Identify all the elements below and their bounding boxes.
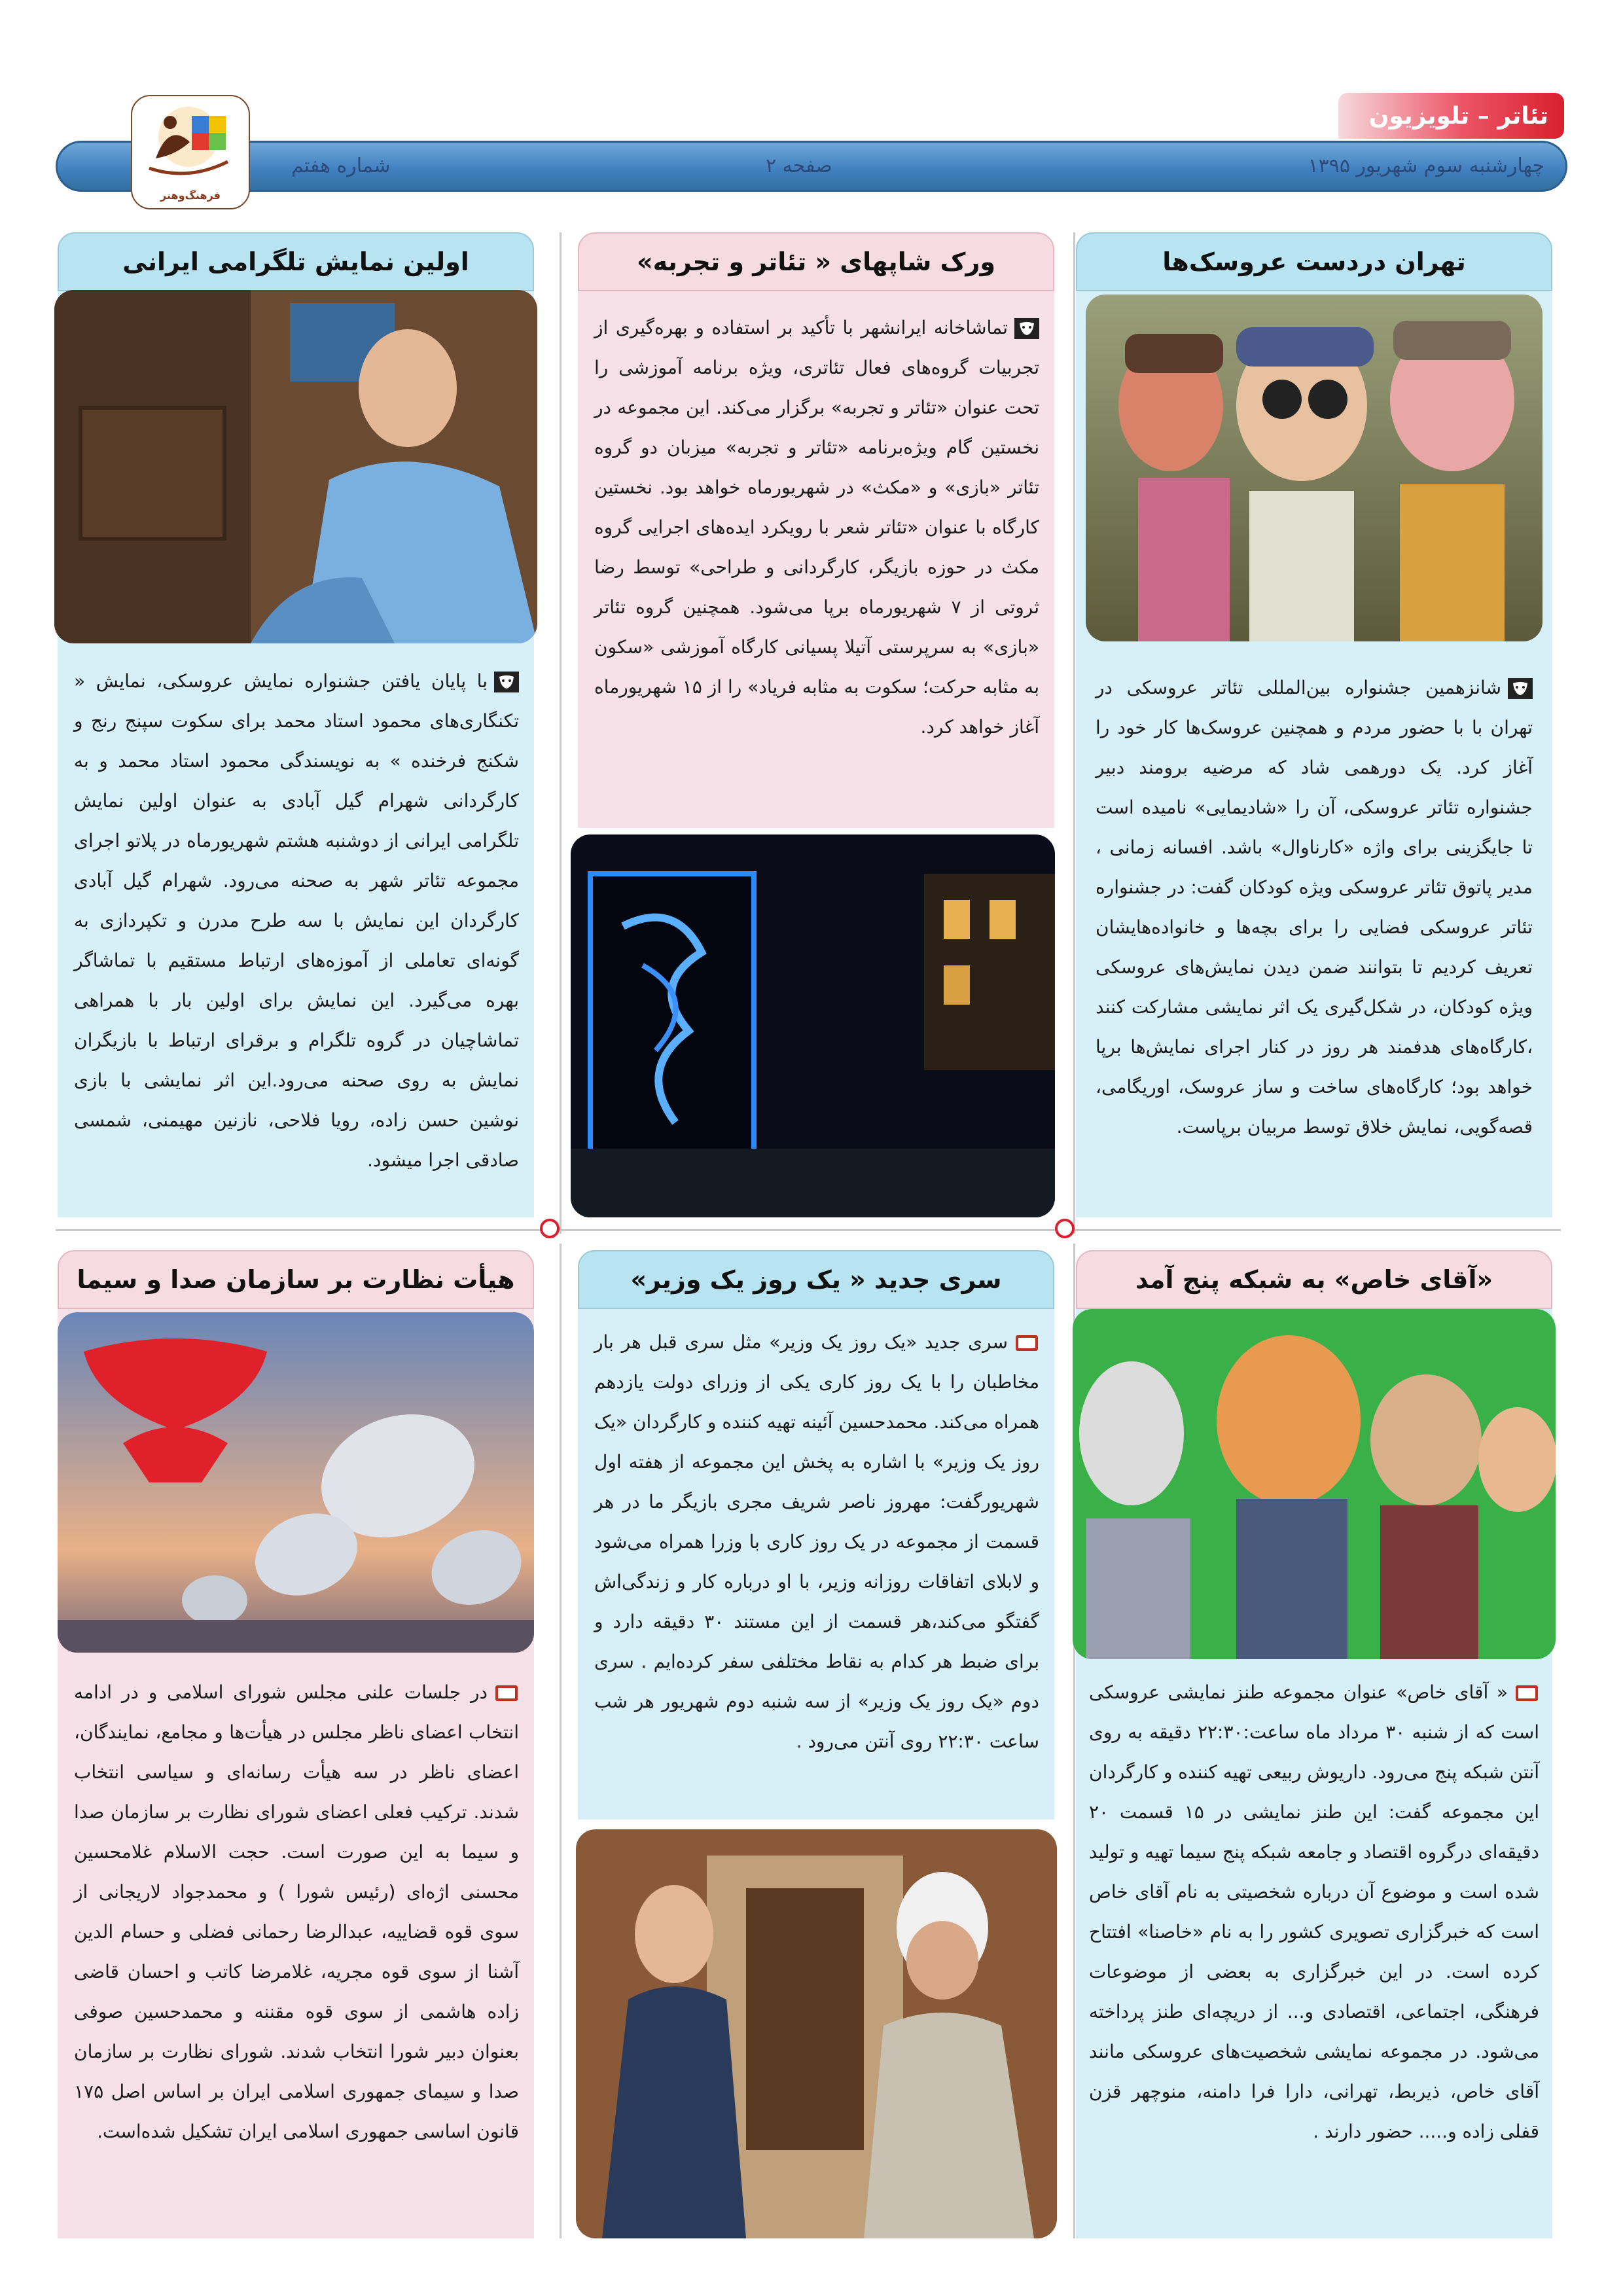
puppets-photo-2 [1073, 1309, 1556, 1659]
neon-sign-photo [571, 834, 1055, 1217]
tv-icon [1014, 1333, 1039, 1354]
article-title: ورک شاپهای « تئاتر و تجربه» [578, 232, 1054, 291]
article-body: « آقای خاص» عنوان مجموعه طنز نمایشی عروسکی است که از شنبه ۳۰ مرداد ماه ساعت:۲۲:۳۰ دقیقه به روی آنتن شبکه پنج می‌رود. داریوش ربیعی تهیه کننده و کارگردان این مجموعه گفت: این طنز نمایشی در ۱۵ قسمت ۲۰ دقیقه‌ای درگروه اقتصاد و جامعه شبکه پنج سیما تهیه و تولید شده است و موضوع آن درباره شخصیتی به نام آقای خاص است که خبرگزاری تصویری کشور را به نام «خاصنا» افتتاح کرده است. در این خبرگزاری به بعضی از موضوعات فرهنگی، اجتماعی، اقتصادی و... از دریچه‌ای طنز پرداخته می‌شود. در مجموعه نمایشی شخصیت‌های عروسکی مانند آقای خاص، ذیربط، تهرانی، دارا فرا دامنه، منوچهر قزن قفلی زاده و..... حضور دارند . [1089, 1681, 1539, 2142]
article-body: در جلسات علنی مجلس شورای اسلامی و در ادامه انتخاب اعضای ناظر مجلس در هیأت‌ها و مجامع، نمایندگان، اعضای ناظر در سه هیأت رسانه‌ای و سیاسی انتخاب شدند. ترکیب فعلی اعضای شورای نظارت بر سازمان صدا و سیما به این صورت است. حجت الاسلام غلامحسین محسنی اژه‌ای (رئیس شورا ) و محمدجواد لاریجانی از سوی قوه قضاییه، عبدالرضا رحمانی فضلی و حسام الدین آشنا از سوی قوه مجریه، غلامرضا کاتب و احسان قاضی زاده هاشمی از سوی قوه مقننه و محمدحسین صوفی بعنوان دبیر شورا انتخاب شدند. شورای نظارت بر سازمان صدا و سیمای جمهوری اسلامی ایران بر اساس اصل ۱۷۵ قانون اساسی جمهوری اسلامی ایران تشکیل شده‌است. [74, 1681, 519, 2142]
page-number: صفحه ۲ [766, 154, 832, 177]
article-title: هیأت نظارت بر سازمان صدا و سیما [58, 1250, 534, 1309]
issue-number: شماره هفتم [291, 154, 391, 177]
article-body: با پایان یافتن جشنواره نمایش عروسکی، نمایش « تکنگاری‌های محمود استاد محمد برای سکوت سپنج رنج و شکنج فرخنده » به نویسندگی محمود استاد محمد و به کارگردانی شهرام گیل آبادی به عنوان اولین نمایش تلگرامی ایرانی از دوشنبه هشتم شهریورماه در پلاتو اجرای مجموعه تئاتر شهر به صحنه می‌رود. شهرام گیل آبادی کارگردان این نمایش با سه طرح مدرن و تکپردازی به گونه‌ای تعاملی از آموزه‌های ارتباط مستقیم با تماشاگر بهره می‌گیرد. این نمایش برای اولین بار با همراهی تماشاچیان در گروه تلگرام و برقرای ارتباط با بازیگران نمایش به روی صحنه می‌رود.این اثر نمایشی با بازی نوشین حسن زاده، رویا فلاحی، نازنین مهیمنی، شمسی صادقی اجرا میشود. [74, 670, 519, 1171]
article-title: سری جدید « یک روز یک وزیر» [578, 1250, 1054, 1309]
column-divider [1073, 232, 1075, 1234]
tv-icon [1514, 1683, 1539, 1704]
section-title: تئاتر – تلویزیون [1338, 93, 1564, 139]
column-divider [560, 232, 562, 1234]
article-body: شانزهمین جشنواره بین‌المللی تئاتر عروسکی در تهران با با حضور مردم و همچنین عروسک‌ها کار خود را آغاز کرد. یک دورهمی شاد که مرضیه برومند دبیر جشنواره تئاتر عروسکی، آن را «شادیمایی» نامیده است تا جایگزینی برای واژه «کارناوال» باشد. افسانه زمانی ، مدیر پاتوق تئاتر عروسکی ویژه کودکان گفت: در جشنواره تئاتر عروسکی فضایی را برای بچه‌ها و خانواده‌هایشان تعریف کردیم تا بتوانند ضمن دیدن نمایش‌های عروسکی ویژه کودکان، در شکل‌گیری یک اثر نمایشی مشارکت کنند ،کارگاه‌های هدفمند هر روز در کنار اجرای نمایش‌ها برپا خواهد بود؛ کارگاه‌های ساخت و ساز عروسک، اوریگامی، قصه‌گویی، نمایش خلاق توسط مربیان برپاست. [1096, 677, 1533, 1138]
puppets-photo [1086, 295, 1543, 641]
magazine-logo [131, 95, 250, 209]
corridor-photo [576, 1829, 1057, 2238]
tv-icon [494, 1683, 519, 1704]
theater-mask-icon [494, 672, 519, 692]
divider-ring-icon [1055, 1219, 1075, 1238]
divider-ring-icon [540, 1219, 560, 1238]
portrait-photo [54, 290, 537, 643]
theater-mask-icon [1508, 678, 1533, 699]
satellite-dishes-photo [58, 1312, 534, 1653]
article-title: اولین نمایش تلگرامی ایرانی [58, 232, 534, 291]
column-divider [560, 1244, 562, 2238]
theater-mask-icon [1014, 318, 1039, 339]
logo-mark-icon [131, 96, 249, 188]
article-title: «آقای خاص» به شبکه پنج آمد [1076, 1250, 1552, 1309]
row-divider [56, 1229, 1561, 1231]
logo-text: فرهنگ‌وهنر [160, 189, 221, 202]
issue-date: چهارشنبه سوم شهریور ۱۳۹۵ [1308, 154, 1544, 177]
article-title: تهران دردست عروسک‌ها [1076, 232, 1552, 291]
article-body: تماشاخانه ایرانشهر با تأکید بر استفاده و بهره‌گیری از تجربیات گروه‌های فعال تئاتری، ویژه برنامه آموزشی را تحت عنوان «تئاتر و تجربه» برگزار می‌کند. این مجموعه در نخستین گام ویژه‌برنامه «تئاتر و تجربه» میزبان دو گروه تئاتر «بازی» و «مکث» در شهریورماه خواهد بود. نخستین کارگاه با عنوان «تئاتر شعر با رویکرد ایده‌های اجرایی گروه مکث در حوزه بازیگر، کارگردانی و طراحی» توسط رضا ثروتی از ۷ شهریورماه برپا می‌شود. همچنین گروه تئاتر «بازی» به سرپرستی آتیلا پسیانی کارگاه آموزشی «سکون به مثابه حرکت؛ سکوت به مثابه فریاد» را از ۱۵ شهریورماه آغاز خواهد کرد. [594, 317, 1039, 738]
article-body: سری جدید «یک روز یک وزیر» مثل سری قبل هر بار مخاطبان را با یک روز کاری یکی از وزرای دولت یازدهم همراه می‌کند. محمدحسین آئینه تهیه کننده و کارگردان «یک روز یک وزیر» با اشاره به پخش این مجموعه از هفته اول شهریورگفت: مهروز ناصر شریف مجری بازیگر ما در هر قسمت از مجموعه در یک روز کاری با وزرا همراه می‌شود و لابلای اتفاقات روزانه وزیر، با او درباره کار و زندگی‌اش گفتگو می‌کند،هر قسمت از این مستند ۳۰ دقیقه دارد و برای ضبط هر کدام به نقاط مختلفی سفر کرده‌ایم . سری دوم «یک روز یک وزیر» از سه شنبه دوم شهریور هر شب ساعت ۲۲:۳۰ روی آنتن می‌رود . [594, 1331, 1039, 1752]
